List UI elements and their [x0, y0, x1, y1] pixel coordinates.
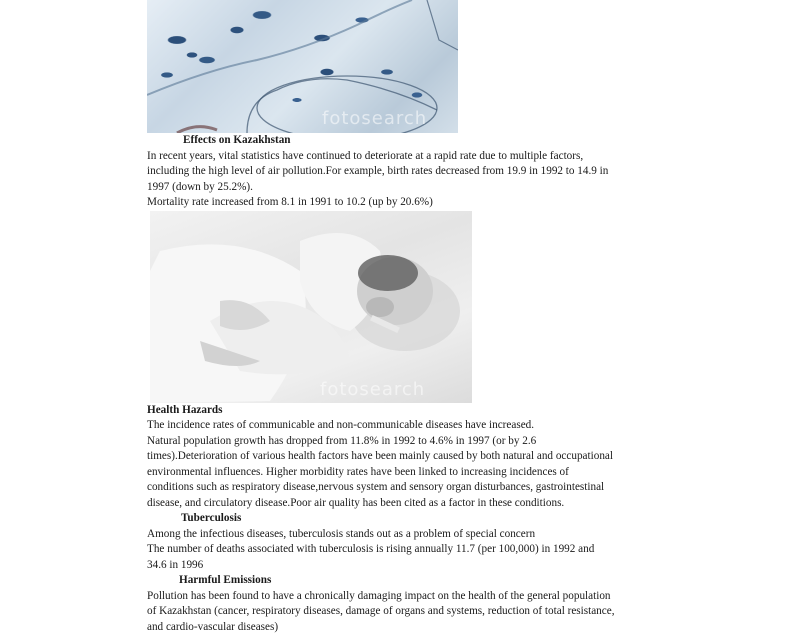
- tuberculosis-line: Among the infectious diseases, tuberculosis stands out as a problem of special concern: [147, 527, 667, 543]
- health-line: disease, and circulatory disease.Poor air quality has been cited as a factor in these conditions.: [147, 496, 667, 512]
- effects-line: including the high level of air pollution.For example, birth rates decreased from 19.9 in 1992 to 14.9 in: [147, 164, 667, 180]
- effects-line: Mortality rate increased from 8.1 in 1991 to 10.2 (up by 20.6%): [147, 195, 667, 211]
- emissions-line: Pollution has been found to have a chronically damaging impact on the health of the general population: [147, 589, 667, 605]
- satellite-watermark: fotosearch: [322, 108, 427, 129]
- baby-photo: [150, 211, 472, 403]
- tuberculosis-line: 34.6 in 1996: [147, 558, 667, 574]
- health-line: times).Deterioration of various health factors have been mainly caused by both natural and occupational: [147, 449, 667, 465]
- effects-line: 1997 (down by 25.2%).: [147, 180, 667, 196]
- baby-photo-shapes: [150, 211, 472, 403]
- heading-effects: Effects on Kazakhstan: [147, 133, 667, 149]
- heading-harmful-emissions: Harmful Emissions: [147, 573, 667, 589]
- emissions-line: of Kazakhstan (cancer, respiratory diseases, damage of organs and systems, reduction of total resistance,: [147, 604, 667, 620]
- health-line: conditions such as respiratory disease,nervous system and sensory organ disturbances, gastrointestinal: [147, 480, 667, 496]
- health-line: environmental influences. Higher morbidity rates have been linked to increasing incidences of: [147, 465, 667, 481]
- satellite-image: [147, 0, 458, 133]
- emissions-line: and cardio-vascular diseases): [147, 620, 667, 635]
- effects-line: In recent years, vital statistics have continued to deteriorate at a rapid rate due to multiple factors,: [147, 149, 667, 165]
- baby-photo-watermark: fotosearch: [320, 379, 425, 400]
- health-line: The incidence rates of communicable and non-communicable diseases have increased.: [147, 418, 667, 434]
- health-line: Natural population growth has dropped from 11.8% in 1992 to 4.6% in 1997 (or by 2.6: [147, 434, 667, 450]
- heading-health-hazards: Health Hazards: [147, 403, 667, 419]
- heading-tuberculosis: Tuberculosis: [147, 511, 667, 527]
- document-page: [147, 0, 667, 635]
- tuberculosis-line: The number of deaths associated with tuberculosis is rising annually 11.7 (per 100,000) in 1992 and: [147, 542, 667, 558]
